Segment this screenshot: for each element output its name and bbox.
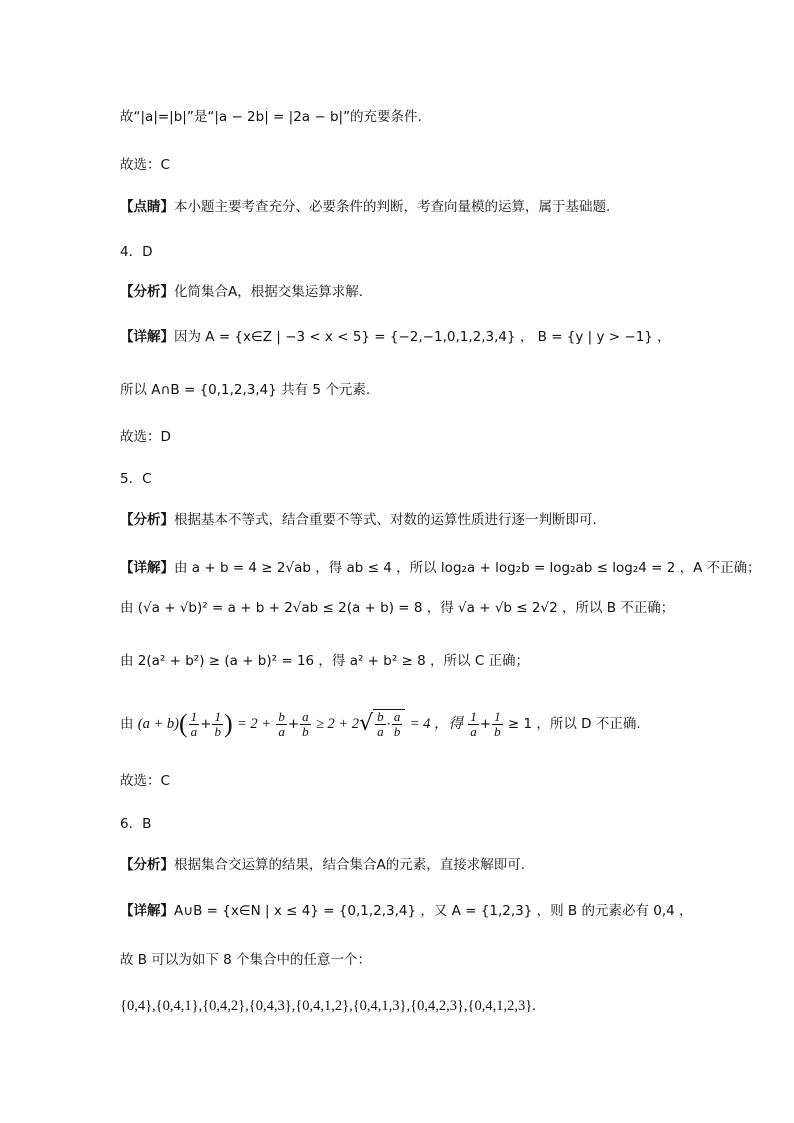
sqrt-sign: √ [359,711,374,736]
detail-line-q5-a [120,558,761,578]
section-tag: 【点睛】 [120,199,174,215]
detail-line-q4 [120,327,671,347]
comment-text: 本小题主要考查充分、必要条件的判断，考查向量模的运算，属于基础题. [174,199,611,215]
denominator: b [393,723,401,739]
numerator: b [278,708,285,724]
denominator: a [278,723,285,739]
detail-text: 由 a + b = 4 ≥ 2√ab ，得 ab ≤ 4 ，所以 log₂a + log₂b = log₂ab ≤ log₂4 = 2 ，A 不正确； [174,560,761,576]
math-expr: = 4 ，得 [409,716,463,732]
denominator: a [190,723,198,739]
detail-line-q6 [120,901,693,921]
detail-text: 因为 A = {x∈Z | −3 < x < 5} = {−2,−1,0,1,2,3,4} ， B = {y | y > −1} ， [174,329,671,345]
question-label: 6．B [120,816,152,832]
detail-line-q5-d: 由 (a + b)( $\frac{1}{a}$ + $\frac{1}{b}$ ) = 2 + $\frac{b}{a}$ + $\frac{a}{b}$ ≥ 2 + 2√ $\frac{b}{a}$ · $\frac{a}{b}$ = 4 ，得 $\frac{1}{a}$ + $\frac{1}{b}$ ≥ 1 ，所以 D 不正确. [120,708,641,739]
fraction-1-over-a-result [468,710,479,739]
section-tag: 【分析】 [120,284,174,300]
detail-line-q5-b [120,598,674,618]
analysis-text: 化简集合A，根据交集运算求解. [174,284,364,300]
numerator: 1 [190,708,198,724]
question-number-6 [120,814,151,834]
text-prefix: 由 [120,716,134,732]
question-label: 4．D [120,244,153,260]
section-tag: 【详解】 [120,903,174,919]
numerator: 1 [470,708,477,724]
result-line-q4 [120,380,370,400]
detail-text: 由 (√a + √b)² = a + b + 2√ab ≤ 2(a + b) = 8 ，得 √a + √b ≤ 2√2 ，所以 B 不正确； [120,600,675,616]
paren-close: ) [223,709,233,738]
question-label: 5．C [120,471,152,487]
fraction-a-over-b [300,710,311,739]
text: 故“|a|=|b|”是“|a − 2b| = |2a − b|”的充要条件. [120,109,422,125]
numerator: b [377,708,384,724]
numerator: 1 [214,708,221,724]
comment-line-q3 [120,197,610,217]
set-list-q6 [120,996,536,1016]
denominator: a [377,723,384,739]
answer-text: 故选：D [120,429,171,445]
detail-text: 故 B 可以为如下 8 个集合中的任意一个： [120,952,372,968]
math-expr: (a + b) [137,716,179,732]
math-expr: = 2 + [236,716,272,732]
section-tag: 【分析】 [120,857,174,873]
fraction-b-over-a-inner [375,710,386,739]
answer-text: 故选：C [120,773,170,789]
section-tag: 【分析】 [120,512,174,528]
conclusion-text: ≥ 1 ，所以 D 不正确. [507,716,641,732]
numerator: a [393,708,401,724]
answer-line-q3 [120,155,170,175]
answer-line-q5 [120,771,170,791]
result-text: 所以 A∩B = {0,1,2,3,4} 共有 5 个元素. [120,382,371,398]
denominator: b [302,723,309,739]
fraction-b-over-a [276,710,287,739]
detail-line-q6-b [120,950,371,970]
analysis-line-q5 [120,510,597,530]
denominator: b [214,723,221,739]
question-number-4 [120,242,152,262]
answer-text: 故选：C [120,157,170,173]
sqrt-content: $\frac{b}{a}$ · $\frac{a}{b}$ [373,709,405,739]
question-number-5 [120,469,152,489]
fraction-1-over-b [212,710,223,739]
analysis-line-q6 [120,855,525,875]
denominator: a [470,723,477,739]
detail-text: A∪B = {x∈N | x ≤ 4} = {0,1,2,3,4} ，又 A = {1,2,3} ，则 B 的元素必有 0,4 ， [174,903,693,919]
analysis-text: 根据集合交运算的结果，结合集合A的元素，直接求解即可. [174,857,526,873]
math-expr: ≥ 2 + 2 [315,716,360,732]
section-tag: 【详解】 [120,560,174,576]
numerator: 1 [494,708,501,724]
line-conclusion-q3 [120,107,422,127]
section-tag: 【详解】 [120,329,174,345]
fraction-1-over-b-result [492,710,503,739]
denominator: b [494,723,501,739]
analysis-text: 根据基本不等式，结合重要不等式、对数的运算性质进行逐一判断即可. [174,512,597,528]
numerator: a [302,708,309,724]
set-list-text: {0,4},{0,4,1},{0,4,2},{0,4,3},{0,4,1,2},{0,4,1,3},{0,4,2,3},{0,4,1,2,3}. [120,998,536,1014]
paren-open: ( [179,709,188,738]
detail-line-q5-c [120,651,529,671]
fraction-1-over-a [189,710,200,739]
fraction-a-over-b-inner [392,710,403,739]
answer-line-q4 [120,427,171,447]
analysis-line-q4 [120,282,363,302]
detail-text: 由 2(a² + b²) ≥ (a + b)² = 16 ，得 a² + b² ≥ 8 ，所以 C 正确； [120,653,530,669]
